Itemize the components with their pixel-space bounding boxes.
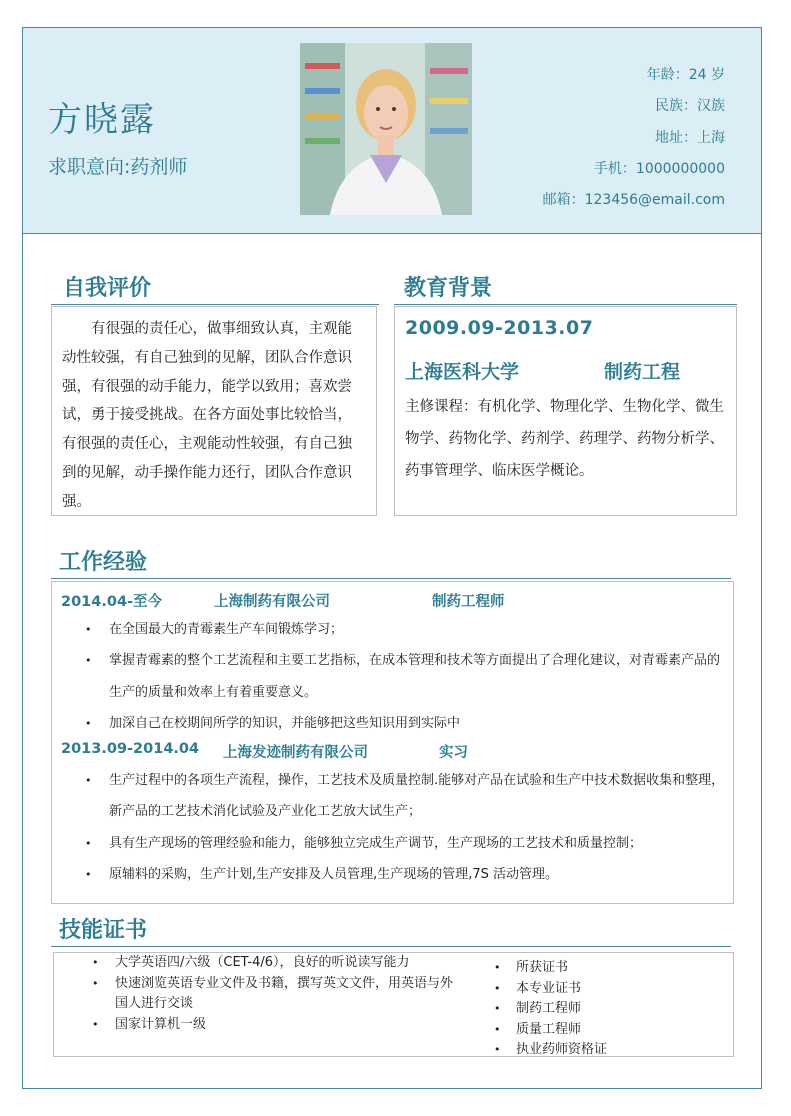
job-bullet: • 具有生产现场的管理经验和能力，能够独立完成生产调节，生产现场的工艺技术和质量控制； — [61, 828, 725, 859]
self-eval-text: 有很强的责任心，做事细致认真，主观能动性较强，有自己独到的见解，团队合作意识强，有很强的动手能力，能学以致用；喜欢尝试，勇于接受挑战。在各方面处事比较恰当，有很强的责任心，主观能动性较强，有自己独到的见解，动手操作能力还行，团队合作意识强。 — [62, 321, 352, 510]
certificate-item: • 本专业证书 — [490, 979, 690, 1000]
profile-photo — [300, 43, 472, 215]
work-box — [51, 581, 734, 904]
certificate-item: • 质量工程师 — [490, 1020, 690, 1041]
job-role: 制药工程师 — [432, 594, 505, 610]
self-eval-box — [51, 306, 377, 516]
certificate-list — [490, 958, 690, 1061]
skills-list — [62, 953, 462, 1035]
job-company: 上海发迹制药有限公司 — [223, 745, 368, 762]
self-eval-title: 自我评价 — [63, 276, 152, 301]
job-date: 2014.04-至今 — [61, 594, 163, 610]
profile-photo-image — [300, 43, 472, 215]
certificate-item: • 所获证书 — [490, 958, 690, 979]
job-bullet: • 加深自己在校期间所学的知识，并能够把这些知识用到实际中 — [61, 708, 725, 739]
education-box — [394, 306, 737, 516]
certificate-item: • 制药工程师 — [490, 999, 690, 1020]
skill-item: • 快速浏览英语专业文件及书籍，撰写英文文件，用英语与外国人进行交谈 — [62, 974, 462, 1015]
self-eval-heading — [51, 271, 379, 305]
job-bullet: • 在全国最大的青霉素生产车间锻炼学习； — [61, 614, 725, 645]
job-role: 实习 — [439, 745, 468, 762]
job-bullet: • 掌握青霉素的整个工艺流程和主要工艺指标，在成本管理和技术等方面提出了合理化建议，对青霉素产品的生产的质量和效率上有着重要意义。 — [61, 645, 725, 708]
work-title: 工作经验 — [59, 550, 148, 575]
education-school: 上海医科大学 — [405, 361, 520, 383]
education-heading — [394, 271, 737, 305]
skill-item: • 国家计算机一级 — [62, 1015, 462, 1036]
education-title: 教育背景 — [404, 276, 493, 301]
job-intent: 求职意向:药剂师 — [48, 156, 188, 178]
work-heading — [51, 545, 731, 579]
skills-box — [53, 952, 734, 1057]
personal-info — [543, 60, 725, 216]
email-field: 邮箱：123456@email.com — [542, 192, 725, 209]
job-date: 2013.09-2014.04 — [61, 741, 200, 758]
job-header — [61, 590, 725, 614]
skill-item: • 大学英语四/六级（CET-4/6），良好的听说读写能力 — [62, 953, 462, 974]
education-major: 制药工程 — [604, 361, 681, 383]
job-bullet: • 原辅料的采购，生产计划,生产安排及人员管理,生产现场的管理,7S 活动管理。 — [61, 859, 725, 890]
education-school-line — [405, 357, 726, 384]
age-field: 年龄：24 岁 — [646, 67, 725, 83]
education-courses: 主修课程：有机化学、物理化学、生物化学、微生物学、药物化学、药剂学、药理学、药物分析学、药事管理学、临床医学概论。 — [405, 399, 724, 479]
ethnicity-field: 民族：汉族 — [655, 98, 725, 115]
address-field: 地址：上海 — [655, 129, 725, 146]
education-date: 2009.09-2013.07 — [405, 317, 594, 339]
skills-heading — [51, 913, 731, 947]
job-bullet: • 生产过程中的各项生产流程，操作，工艺技术及质量控制.能够对产品在试验和生产中技术数据收集和整理，新产品的工艺技术消化试验及产业化工艺放大试生产； — [61, 765, 725, 828]
certificate-item: • 执业药师资格证 — [490, 1040, 690, 1061]
phone-field: 手机：1000000000 — [593, 160, 725, 177]
candidate-name: 方晓露 — [48, 100, 156, 140]
job-company: 上海制药有限公司 — [214, 594, 330, 610]
skills-title: 技能证书 — [59, 918, 148, 943]
job-header — [61, 741, 725, 765]
